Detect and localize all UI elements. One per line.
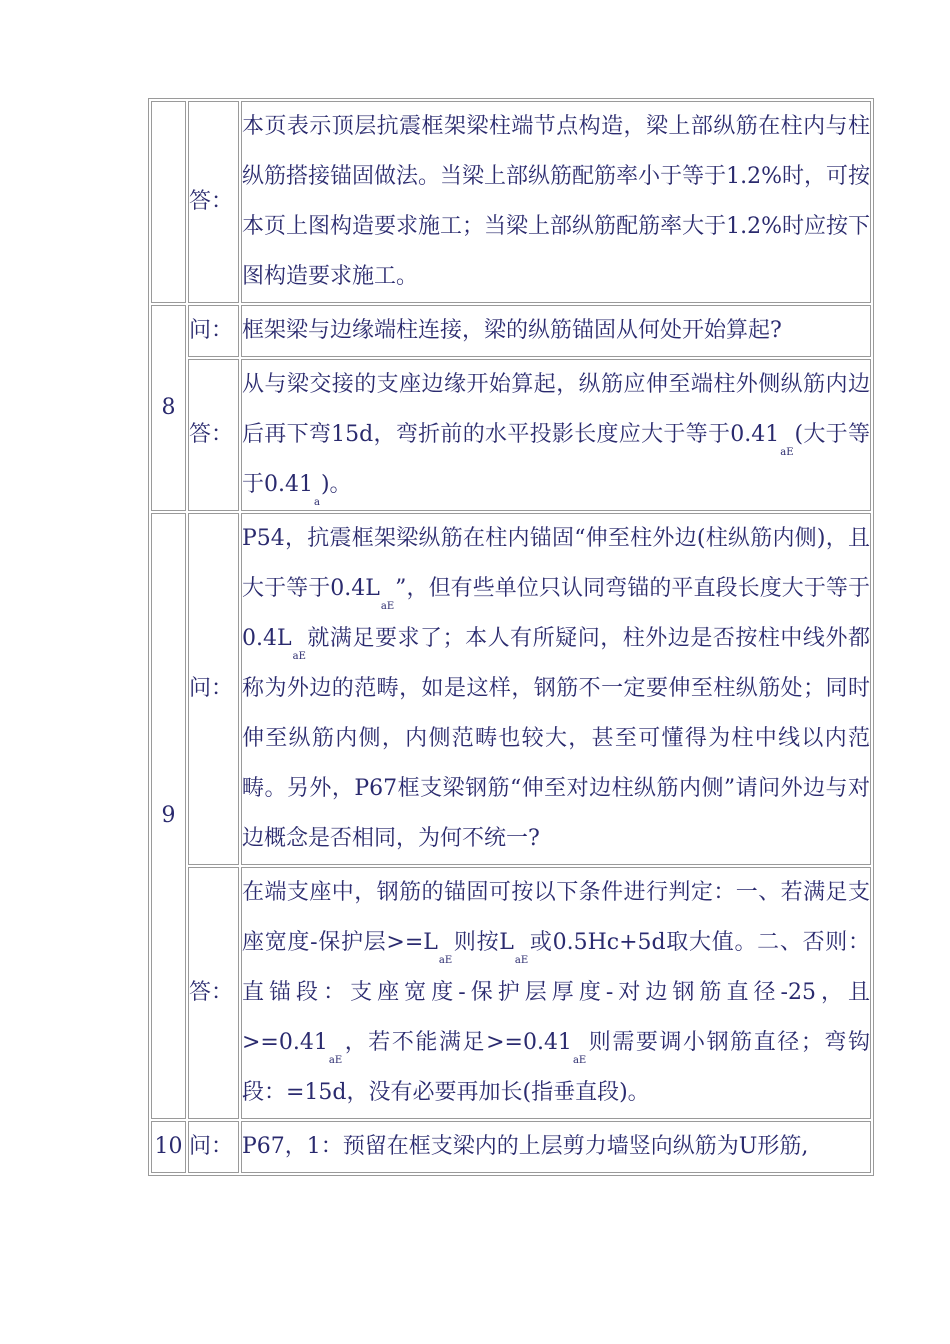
question-number: 9: [151, 513, 186, 1119]
qa-row: [151, 513, 871, 865]
text-run: P67，1：预留在框支梁内的上层剪力墙竖向纵筋为U形筋,: [242, 1134, 809, 1159]
text-run: 从与梁交接的支座边缘开始算起，纵筋应伸至端柱外侧纵筋内边后再下弯15d，弯折前的水平投影长度应大于等于0.41: [242, 372, 870, 447]
subscript: aE: [328, 1055, 343, 1066]
text-run: ”，但有些单位只认同弯锚的平直段长度大于等于0.4L: [242, 576, 870, 651]
subscript: aE: [380, 601, 395, 612]
question-label: 问：: [188, 513, 239, 865]
answer-text: [241, 359, 871, 511]
answer-text: [241, 101, 871, 303]
qa-row: [151, 101, 871, 303]
qa-document: [148, 98, 874, 1176]
subscript: aE: [438, 955, 453, 966]
question-number: 10: [151, 1121, 186, 1173]
answer-text: [241, 867, 871, 1119]
qa-row: [151, 305, 871, 357]
answer-label: 答：: [188, 867, 239, 1119]
text-run: 就满足要求了；本人有所疑问，柱外边是否按柱中线外都称为外边的范畴，如是这样，钢筋不一定要伸至柱纵筋处；同时伸至纵筋内侧，内侧范畴也较大，甚至可懂得为柱中线以内范畴。另外，P67框支梁钢筋“伸至对边柱纵筋内侧”请问外边与对边概念是否相同，为何不统一?: [242, 626, 870, 851]
question-number: [151, 101, 186, 303]
text-run: 在端支座中，钢筋的锚固可按以下条件进行判定：一、若满足支座宽度-保护层>=L: [242, 880, 870, 955]
question-text: [241, 1121, 871, 1173]
qa-row: [151, 867, 871, 1119]
text-run: 则按L: [453, 930, 514, 955]
text-run: 则需要调小钢筋直径；弯钩段：=15d，没有必要再加长(指垂直段)。: [242, 1030, 870, 1105]
qa-row: [151, 359, 871, 511]
question-text: [241, 305, 871, 357]
answer-label: 答：: [188, 101, 239, 303]
text-run: 框架梁与边缘端柱连接，梁的纵筋锚固从何处开始算起?: [242, 318, 782, 343]
text-run: 本页表示顶层抗震框架梁柱端节点构造，梁上部纵筋在柱内与柱纵筋搭接锚固做法。当梁上部纵筋配筋率小于等于1.2%时，可按本页上图构造要求施工；当梁上部纵筋配筋率大于1.2%时应按下图构造要求施工。: [242, 114, 870, 289]
subscript: aE: [514, 955, 529, 966]
text-run: )。: [320, 472, 352, 497]
subscript: aE: [292, 651, 306, 662]
text-run: 或0.5Hc+5d取大值。二、否则：直锚段：支座宽度-保护层厚度-对边钢筋直径-25，且>=0.41: [242, 930, 870, 1055]
text-run: (大于等于0.41: [242, 422, 870, 497]
question-label: 问：: [188, 305, 239, 357]
subscript: aE: [780, 447, 794, 458]
subscript: a: [314, 497, 320, 508]
question-text: [241, 513, 871, 865]
subscript: aE: [572, 1055, 587, 1066]
question-number: 8: [151, 305, 186, 511]
answer-label: 答：: [188, 359, 239, 511]
qa-row: [151, 1121, 871, 1173]
text-run: P54，抗震框架梁纵筋在柱内锚固“伸至柱外边(柱纵筋内侧)，且大于等于0.4L: [242, 526, 870, 601]
qa-table: [148, 98, 874, 1176]
question-label: 问：: [188, 1121, 239, 1173]
text-run: ，若不能满足>=0.41: [343, 1030, 572, 1055]
